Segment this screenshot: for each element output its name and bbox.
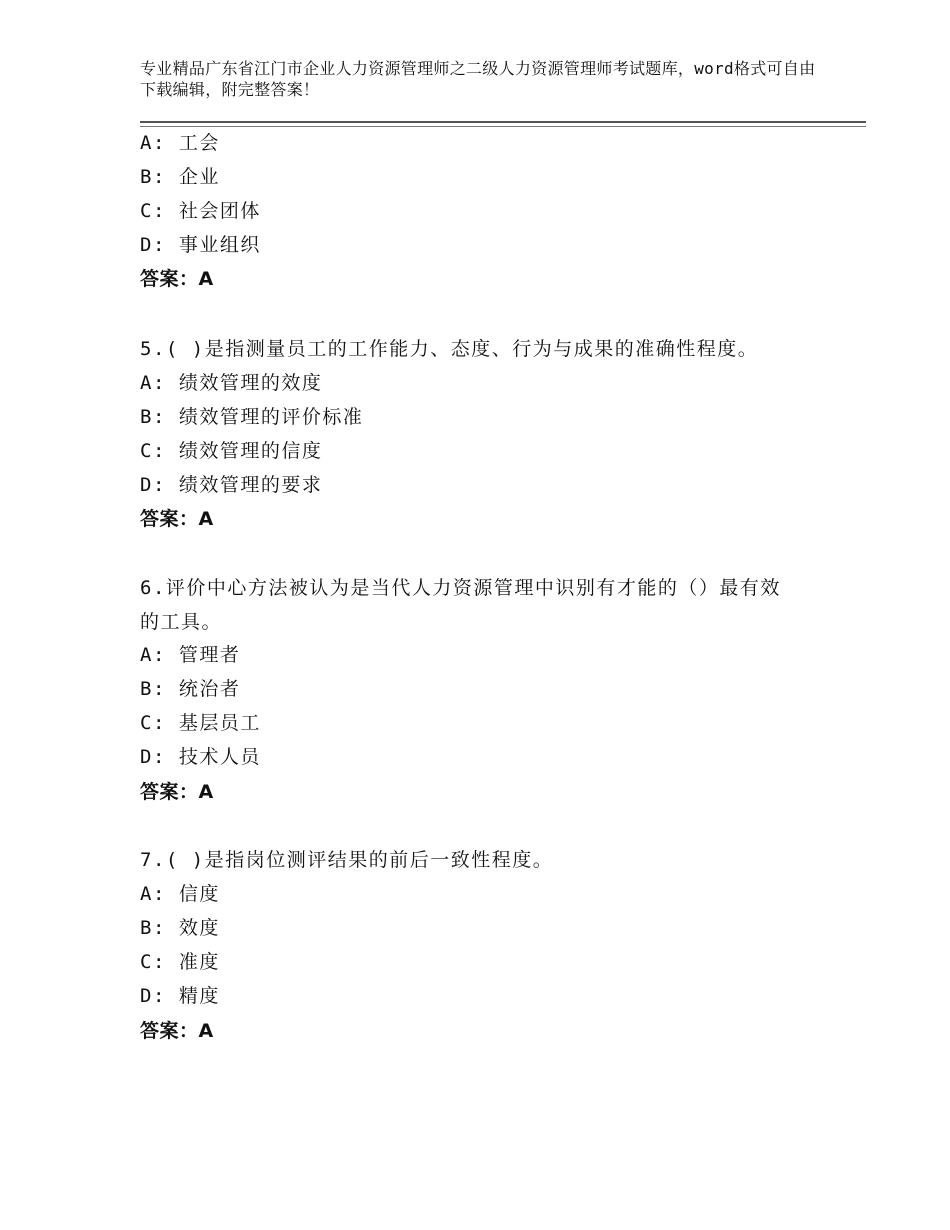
option-d: D: 绩效管理的要求 [140, 474, 323, 496]
option-c: C: 社会团体 [140, 200, 261, 222]
option-d: D: 事业组织 [140, 234, 261, 256]
question-stem: 5.( )是指测量员工的工作能力、态度、行为与成果的准确性程度。 [140, 338, 759, 360]
answer-label: 答案： [140, 781, 199, 803]
answer-value: A [198, 508, 214, 530]
option-b: B: 效度 [140, 917, 220, 939]
answer-value: A [198, 781, 214, 803]
option-b: B: 统治者 [140, 678, 241, 700]
answer-line [140, 780, 214, 804]
question-stem: 6.评价中心方法被认为是当代人力资源管理中识别有才能的（）最有效的工具。 [140, 577, 781, 633]
option-a: A: 工会 [140, 132, 220, 154]
option-b: B: 绩效管理的评价标准 [140, 406, 364, 428]
option-d: D: 技术人员 [140, 746, 261, 768]
option-c: C: 绩效管理的信度 [140, 440, 323, 462]
option-a: A: 绩效管理的效度 [140, 372, 323, 394]
answer-label: 答案： [140, 268, 199, 290]
answer-line [140, 267, 214, 291]
question-stem: 7.( )是指岗位测评结果的前后一致性程度。 [140, 849, 554, 871]
answer-line [140, 1019, 214, 1043]
option-b: B: 企业 [140, 166, 220, 188]
option-d: D: 精度 [140, 985, 220, 1007]
answer-value: A [198, 1020, 214, 1042]
answer-value: A [198, 268, 214, 290]
option-a: A: 管理者 [140, 644, 241, 666]
document-header: 专业精品广东省江门市企业人力资源管理师之二级人力资源管理师考试题库，word格式可自由下载编辑，附完整答案！ [140, 59, 816, 99]
answer-label: 答案： [140, 508, 199, 530]
header-divider [140, 121, 866, 125]
option-a: A: 信度 [140, 883, 220, 905]
option-c: C: 准度 [140, 951, 220, 973]
answer-line [140, 507, 214, 531]
header-divider-thin [140, 126, 866, 127]
answer-label: 答案： [140, 1020, 199, 1042]
option-c: C: 基层员工 [140, 712, 261, 734]
